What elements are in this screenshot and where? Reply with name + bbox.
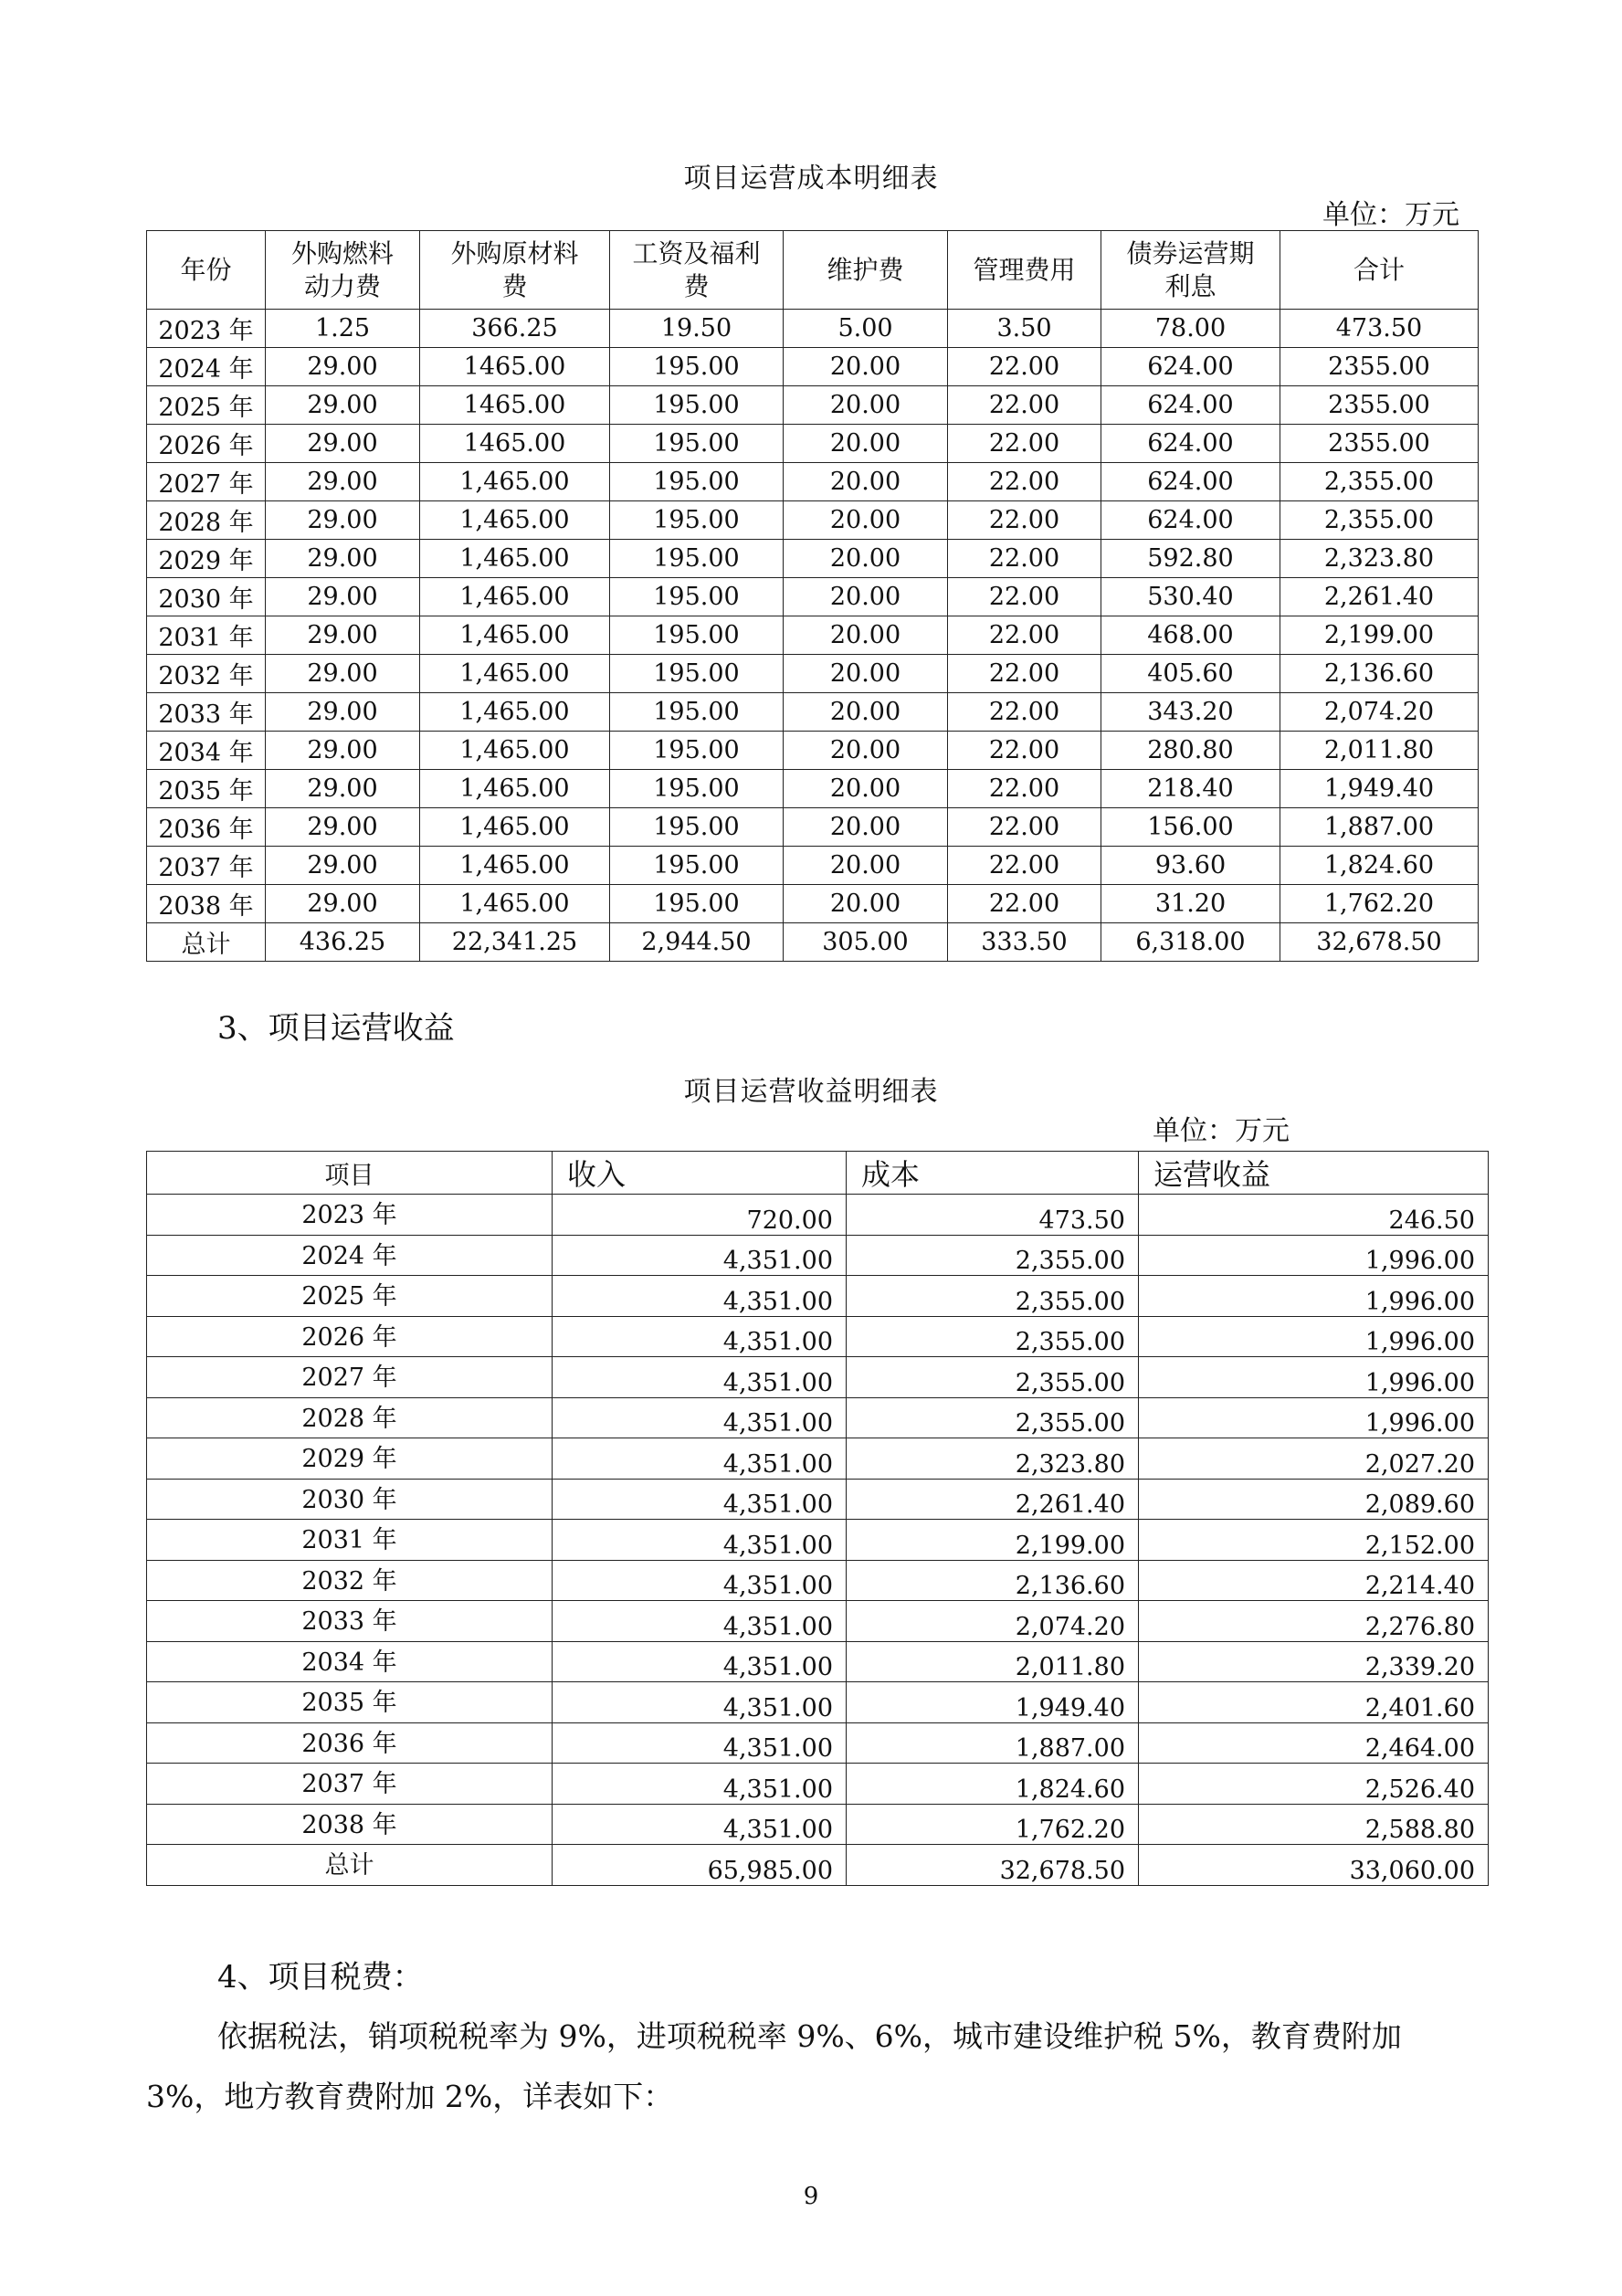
revenue-table-value-cell: 1,762.20 (847, 1804, 1139, 1845)
revenue-table-value-cell: 246.50 (1139, 1195, 1489, 1236)
revenue-table-value-cell: 2,355.00 (847, 1357, 1139, 1398)
revenue-table-value-cell: 4,351.00 (553, 1641, 847, 1682)
cost-table-row (147, 386, 1479, 425)
revenue-table-value-cell: 4,351.00 (553, 1276, 847, 1317)
cost-table-value-cell: 22.00 (948, 847, 1101, 885)
cost-table-value-cell: 218.40 (1101, 770, 1280, 808)
cost-table-value-cell: 2,011.80 (1280, 732, 1479, 770)
revenue-table-value-cell: 2,355.00 (847, 1397, 1139, 1438)
revenue-table-value-cell: 4,351.00 (553, 1601, 847, 1642)
cost-table-value-cell: 19.50 (610, 310, 784, 348)
revenue-table-value-cell: 2,011.80 (847, 1641, 1139, 1682)
revenue-table-value-cell: 4,351.00 (553, 1804, 847, 1845)
revenue-table-value-cell: 1,887.00 (847, 1722, 1139, 1764)
cost-table-value-cell: 2355.00 (1280, 425, 1479, 463)
cost-table-value-cell: 1,465.00 (420, 616, 610, 655)
cost-table-year-cell: 2026 年 (147, 425, 266, 463)
cost-table-value-cell: 2,074.20 (1280, 693, 1479, 732)
cost-table-header-cell: 外购燃料 动力费 (266, 231, 420, 310)
revenue-table-year-cell: 2037 年 (147, 1764, 553, 1805)
cost-table-value-cell: 1,465.00 (420, 578, 610, 616)
revenue-table-value-cell: 2,339.20 (1139, 1641, 1489, 1682)
cost-table-value-cell: 29.00 (266, 885, 420, 923)
cost-table-value-cell: 1465.00 (420, 348, 610, 386)
cost-table-value-cell: 22,341.25 (420, 923, 610, 962)
cost-table-value-cell: 195.00 (610, 808, 784, 847)
revenue-table-row (147, 1722, 1489, 1764)
revenue-table-year-cell: 2030 年 (147, 1479, 553, 1520)
revenue-table-value-cell: 2,089.60 (1139, 1479, 1489, 1520)
revenue-table-value-cell: 4,351.00 (553, 1316, 847, 1357)
cost-table-value-cell: 22.00 (948, 501, 1101, 540)
cost-table-value-cell: 2,136.60 (1280, 655, 1479, 693)
revenue-table-value-cell: 473.50 (847, 1195, 1139, 1236)
revenue-table-value-cell: 2,526.40 (1139, 1764, 1489, 1805)
revenue-table-year-cell: 2029 年 (147, 1438, 553, 1480)
cost-table-value-cell: 366.25 (420, 310, 610, 348)
revenue-table-value-cell: 2,464.00 (1139, 1722, 1489, 1764)
revenue-table-value-cell: 1,824.60 (847, 1764, 1139, 1805)
cost-table-year-cell: 2024 年 (147, 348, 266, 386)
cost-table-value-cell: 195.00 (610, 770, 784, 808)
cost-table-value-cell: 2,323.80 (1280, 540, 1479, 578)
revenue-table-header-cell: 运营收益 (1139, 1152, 1489, 1195)
cost-table-value-cell: 195.00 (610, 655, 784, 693)
cost-table-value-cell: 1,824.60 (1280, 847, 1479, 885)
cost-table-value-cell: 22.00 (948, 386, 1101, 425)
cost-table-year-cell: 2030 年 (147, 578, 266, 616)
cost-table-row (147, 540, 1479, 578)
revenue-table-row (147, 1438, 1489, 1480)
cost-table-row (147, 693, 1479, 732)
cost-table-value-cell: 195.00 (610, 348, 784, 386)
revenue-table-value-cell: 1,996.00 (1139, 1276, 1489, 1317)
cost-table-value-cell: 22.00 (948, 885, 1101, 923)
cost-table-value-cell: 333.50 (948, 923, 1101, 962)
revenue-table-value-cell: 2,261.40 (847, 1479, 1139, 1520)
cost-table-value-cell: 1,465.00 (420, 885, 610, 923)
cost-table-year-cell: 2034 年 (147, 732, 266, 770)
cost-table-value-cell: 22.00 (948, 348, 1101, 386)
cost-table-value-cell: 20.00 (784, 386, 948, 425)
cost-table-value-cell: 2355.00 (1280, 386, 1479, 425)
revenue-table-value-cell: 4,351.00 (553, 1722, 847, 1764)
revenue-table-value-cell: 1,996.00 (1139, 1316, 1489, 1357)
cost-table-row (147, 348, 1479, 386)
cost-table-value-cell: 5.00 (784, 310, 948, 348)
revenue-table-row (147, 1235, 1489, 1276)
revenue-table-year-cell: 2023 年 (147, 1195, 553, 1236)
revenue-table-value-cell: 2,355.00 (847, 1235, 1139, 1276)
revenue-table-row (147, 1520, 1489, 1561)
cost-table-value-cell: 1,949.40 (1280, 770, 1479, 808)
cost-table-value-cell: 29.00 (266, 732, 420, 770)
cost-table-value-cell: 1,465.00 (420, 732, 610, 770)
cost-table-header-cell: 外购原材料 费 (420, 231, 610, 310)
cost-table-value-cell: 624.00 (1101, 463, 1280, 501)
cost-table-value-cell: 20.00 (784, 808, 948, 847)
revenue-table-value-cell: 1,949.40 (847, 1682, 1139, 1723)
cost-table-value-cell: 29.00 (266, 770, 420, 808)
cost-table-value-cell: 31.20 (1101, 885, 1280, 923)
revenue-table-value-cell: 4,351.00 (553, 1479, 847, 1520)
cost-table-header-cell: 管理费用 (948, 231, 1101, 310)
cost-table-value-cell: 2,944.50 (610, 923, 784, 962)
cost-table-value-cell: 195.00 (610, 386, 784, 425)
cost-table-value-cell: 22.00 (948, 770, 1101, 808)
revenue-table-year-cell: 2038 年 (147, 1804, 553, 1845)
revenue-table-row (147, 1397, 1489, 1438)
cost-table-value-cell: 305.00 (784, 923, 948, 962)
cost-table-value-cell: 20.00 (784, 616, 948, 655)
cost-table-value-cell: 29.00 (266, 808, 420, 847)
cost-table-value-cell: 29.00 (266, 348, 420, 386)
cost-table-value-cell: 195.00 (610, 885, 784, 923)
cost-table-value-cell: 195.00 (610, 616, 784, 655)
cost-table-value-cell: 78.00 (1101, 310, 1280, 348)
cost-table-year-cell: 总计 (147, 923, 266, 962)
cost-table-value-cell: 20.00 (784, 885, 948, 923)
cost-table-value-cell: 343.20 (1101, 693, 1280, 732)
revenue-table-row (147, 1276, 1489, 1317)
cost-table-value-cell: 530.40 (1101, 578, 1280, 616)
cost-table-unit: 单位：万元 (1322, 199, 1459, 231)
cost-table-value-cell: 473.50 (1280, 310, 1479, 348)
revenue-table-value-cell: 2,276.80 (1139, 1601, 1489, 1642)
revenue-table-row (147, 1764, 1489, 1805)
cost-table-year-cell: 2036 年 (147, 808, 266, 847)
cost-table-value-cell: 22.00 (948, 808, 1101, 847)
cost-table-value-cell: 29.00 (266, 578, 420, 616)
cost-table-value-cell: 22.00 (948, 578, 1101, 616)
cost-table-value-cell: 20.00 (784, 540, 948, 578)
cost-table-value-cell: 2355.00 (1280, 348, 1479, 386)
cost-table-value-cell: 1,465.00 (420, 540, 610, 578)
cost-table-row (147, 770, 1479, 808)
cost-table-value-cell: 20.00 (784, 425, 948, 463)
revenue-table-year-cell: 2036 年 (147, 1722, 553, 1764)
revenue-table-value-cell: 2,214.40 (1139, 1560, 1489, 1601)
cost-table-value-cell: 29.00 (266, 425, 420, 463)
cost-table-row (147, 808, 1479, 847)
revenue-table-title: 项目运营收益明细表 (683, 1076, 939, 1108)
cost-table-value-cell: 22.00 (948, 732, 1101, 770)
cost-table-header (147, 231, 1479, 310)
tax-paragraph-line2: 3%，地方教育费附加 2%，详表如下： (146, 2079, 674, 2114)
cost-table-value-cell: 1,887.00 (1280, 808, 1479, 847)
revenue-table-value-cell: 4,351.00 (553, 1357, 847, 1398)
cost-table-value-cell: 22.00 (948, 655, 1101, 693)
cost-table-value-cell: 22.00 (948, 463, 1101, 501)
cost-table-value-cell: 1465.00 (420, 425, 610, 463)
section4-heading: 4、项目税费： (217, 1959, 424, 1996)
revenue-table-value-cell: 1,996.00 (1139, 1397, 1489, 1438)
cost-table-value-cell: 1,465.00 (420, 808, 610, 847)
cost-table-year-cell: 2025 年 (147, 386, 266, 425)
tax-paragraph-line1: 依据税法，销项税税率为 9%，进项税税率 9%、6%，城市建设维护税 5%，教育费附加 (217, 2018, 1402, 2054)
revenue-table-value-cell: 4,351.00 (553, 1764, 847, 1805)
revenue-table-year-cell: 2033 年 (147, 1601, 553, 1642)
revenue-table-value-cell: 720.00 (553, 1195, 847, 1236)
cost-table-row (147, 310, 1479, 348)
cost-table-body (147, 310, 1479, 962)
revenue-table-value-cell: 4,351.00 (553, 1397, 847, 1438)
cost-table-year-cell: 2029 年 (147, 540, 266, 578)
cost-table-value-cell: 29.00 (266, 847, 420, 885)
revenue-table (146, 1151, 1489, 1886)
revenue-table-year-cell: 总计 (147, 1845, 553, 1886)
revenue-table-body (147, 1195, 1489, 1886)
revenue-table-year-cell: 2031 年 (147, 1520, 553, 1561)
cost-table-value-cell: 1,465.00 (420, 501, 610, 540)
cost-table-year-cell: 2028 年 (147, 501, 266, 540)
revenue-table-value-cell: 32,678.50 (847, 1845, 1139, 1886)
cost-table-value-cell: 29.00 (266, 616, 420, 655)
revenue-table-year-cell: 2027 年 (147, 1357, 553, 1398)
cost-table-value-cell: 22.00 (948, 616, 1101, 655)
revenue-table-value-cell: 4,351.00 (553, 1438, 847, 1480)
cost-table-year-cell: 2038 年 (147, 885, 266, 923)
cost-table-row (147, 732, 1479, 770)
page-number: 9 (803, 2183, 819, 2210)
revenue-table-row (147, 1682, 1489, 1723)
revenue-table-value-cell: 65,985.00 (553, 1845, 847, 1886)
revenue-table-year-cell: 2032 年 (147, 1560, 553, 1601)
revenue-table-year-cell: 2035 年 (147, 1682, 553, 1723)
cost-table-value-cell: 624.00 (1101, 348, 1280, 386)
cost-table-value-cell: 6,318.00 (1101, 923, 1280, 962)
cost-table-value-cell: 22.00 (948, 425, 1101, 463)
cost-table-header-cell: 维护费 (784, 231, 948, 310)
cost-table-value-cell: 22.00 (948, 540, 1101, 578)
revenue-table-value-cell: 2,355.00 (847, 1316, 1139, 1357)
cost-table-row (147, 923, 1479, 962)
revenue-table-year-cell: 2025 年 (147, 1276, 553, 1317)
cost-table-value-cell: 592.80 (1101, 540, 1280, 578)
cost-table-value-cell: 195.00 (610, 578, 784, 616)
cost-table-value-cell: 624.00 (1101, 386, 1280, 425)
cost-table-value-cell: 436.25 (266, 923, 420, 962)
revenue-table-header (147, 1152, 1489, 1195)
cost-table-value-cell: 20.00 (784, 348, 948, 386)
revenue-table-value-cell: 2,323.80 (847, 1438, 1139, 1480)
cost-table-year-cell: 2037 年 (147, 847, 266, 885)
revenue-table-row (147, 1316, 1489, 1357)
revenue-table-value-cell: 2,199.00 (847, 1520, 1139, 1561)
cost-table-value-cell: 468.00 (1101, 616, 1280, 655)
cost-table-year-cell: 2033 年 (147, 693, 266, 732)
revenue-table-row (147, 1195, 1489, 1236)
cost-table-value-cell: 20.00 (784, 693, 948, 732)
cost-table-value-cell: 195.00 (610, 540, 784, 578)
cost-table-value-cell: 22.00 (948, 693, 1101, 732)
cost-table-row (147, 501, 1479, 540)
revenue-table-value-cell: 2,588.80 (1139, 1804, 1489, 1845)
revenue-table-year-cell: 2024 年 (147, 1235, 553, 1276)
cost-table-value-cell: 32,678.50 (1280, 923, 1479, 962)
cost-table-value-cell: 1465.00 (420, 386, 610, 425)
cost-table-value-cell: 29.00 (266, 386, 420, 425)
cost-table-value-cell: 624.00 (1101, 425, 1280, 463)
revenue-table-header-cell: 成本 (847, 1152, 1139, 1195)
cost-table-value-cell: 29.00 (266, 463, 420, 501)
cost-table-header-cell: 工资及福利 费 (610, 231, 784, 310)
cost-table-value-cell: 195.00 (610, 732, 784, 770)
revenue-table-value-cell: 2,027.20 (1139, 1438, 1489, 1480)
revenue-table-value-cell: 1,996.00 (1139, 1235, 1489, 1276)
revenue-table-row (147, 1601, 1489, 1642)
cost-table-year-cell: 2031 年 (147, 616, 266, 655)
revenue-table-header-cell: 收入 (553, 1152, 847, 1195)
cost-table-value-cell: 2,355.00 (1280, 501, 1479, 540)
revenue-table-row (147, 1560, 1489, 1601)
cost-table-value-cell: 195.00 (610, 463, 784, 501)
cost-table-value-cell: 280.80 (1101, 732, 1280, 770)
revenue-table-value-cell: 2,074.20 (847, 1601, 1139, 1642)
cost-table-row (147, 885, 1479, 923)
cost-table-value-cell: 20.00 (784, 732, 948, 770)
cost-table (146, 230, 1479, 962)
cost-table-value-cell: 20.00 (784, 655, 948, 693)
cost-table-header-cell: 年份 (147, 231, 266, 310)
revenue-table-value-cell: 4,351.00 (553, 1235, 847, 1276)
cost-table-value-cell: 1,465.00 (420, 847, 610, 885)
revenue-table-value-cell: 33,060.00 (1139, 1845, 1489, 1886)
cost-table-value-cell: 1,465.00 (420, 693, 610, 732)
cost-table-value-cell: 2,261.40 (1280, 578, 1479, 616)
cost-table-value-cell: 93.60 (1101, 847, 1280, 885)
revenue-table-value-cell: 1,996.00 (1139, 1357, 1489, 1398)
revenue-table-value-cell: 4,351.00 (553, 1560, 847, 1601)
cost-table-value-cell: 3.50 (948, 310, 1101, 348)
cost-table-row (147, 463, 1479, 501)
cost-table-value-cell: 195.00 (610, 847, 784, 885)
cost-table-value-cell: 29.00 (266, 693, 420, 732)
cost-table-row (147, 616, 1479, 655)
cost-table-title: 项目运营成本明细表 (683, 163, 939, 195)
revenue-table-value-cell: 2,355.00 (847, 1276, 1139, 1317)
revenue-table-value-cell: 4,351.00 (553, 1520, 847, 1561)
cost-table-value-cell: 20.00 (784, 770, 948, 808)
revenue-table-row (147, 1804, 1489, 1845)
cost-table-value-cell: 20.00 (784, 847, 948, 885)
cost-table-value-cell: 20.00 (784, 578, 948, 616)
cost-table-row (147, 425, 1479, 463)
revenue-table-value-cell: 2,136.60 (847, 1560, 1139, 1601)
revenue-table-row (147, 1479, 1489, 1520)
cost-table-value-cell: 29.00 (266, 655, 420, 693)
cost-table-value-cell: 1,465.00 (420, 655, 610, 693)
revenue-table-row (147, 1641, 1489, 1682)
revenue-table-row (147, 1845, 1489, 1886)
revenue-table-header-cell: 项目 (147, 1152, 553, 1195)
revenue-table-value-cell: 2,152.00 (1139, 1520, 1489, 1561)
cost-table-header-cell: 债券运营期 利息 (1101, 231, 1280, 310)
revenue-table-year-cell: 2034 年 (147, 1641, 553, 1682)
cost-table-value-cell: 1,465.00 (420, 770, 610, 808)
cost-table-row (147, 655, 1479, 693)
revenue-table-row (147, 1357, 1489, 1398)
cost-table-year-cell: 2027 年 (147, 463, 266, 501)
revenue-table-year-cell: 2026 年 (147, 1316, 553, 1357)
cost-table-year-cell: 2032 年 (147, 655, 266, 693)
cost-table-value-cell: 1,762.20 (1280, 885, 1479, 923)
cost-table-value-cell: 20.00 (784, 501, 948, 540)
revenue-table-value-cell: 2,401.60 (1139, 1682, 1489, 1723)
cost-table-value-cell: 405.60 (1101, 655, 1280, 693)
cost-table-value-cell: 20.00 (784, 463, 948, 501)
cost-table-value-cell: 195.00 (610, 425, 784, 463)
revenue-table-year-cell: 2028 年 (147, 1397, 553, 1438)
cost-table-row (147, 847, 1479, 885)
revenue-table-value-cell: 4,351.00 (553, 1682, 847, 1723)
cost-table-header-cell: 合计 (1280, 231, 1479, 310)
section3-heading: 3、项目运营收益 (217, 1010, 455, 1047)
cost-table-row (147, 578, 1479, 616)
cost-table-value-cell: 1,465.00 (420, 463, 610, 501)
cost-table-value-cell: 156.00 (1101, 808, 1280, 847)
cost-table-value-cell: 624.00 (1101, 501, 1280, 540)
cost-table-year-cell: 2023 年 (147, 310, 266, 348)
cost-table-value-cell: 29.00 (266, 501, 420, 540)
cost-table-value-cell: 29.00 (266, 540, 420, 578)
cost-table-value-cell: 1.25 (266, 310, 420, 348)
cost-table-header-row (147, 231, 1479, 310)
revenue-table-unit: 单位：万元 (1153, 1115, 1290, 1147)
cost-table-value-cell: 195.00 (610, 501, 784, 540)
cost-table-value-cell: 2,199.00 (1280, 616, 1479, 655)
revenue-table-header-row (147, 1152, 1489, 1195)
cost-table-value-cell: 195.00 (610, 693, 784, 732)
cost-table-year-cell: 2035 年 (147, 770, 266, 808)
cost-table-value-cell: 2,355.00 (1280, 463, 1479, 501)
